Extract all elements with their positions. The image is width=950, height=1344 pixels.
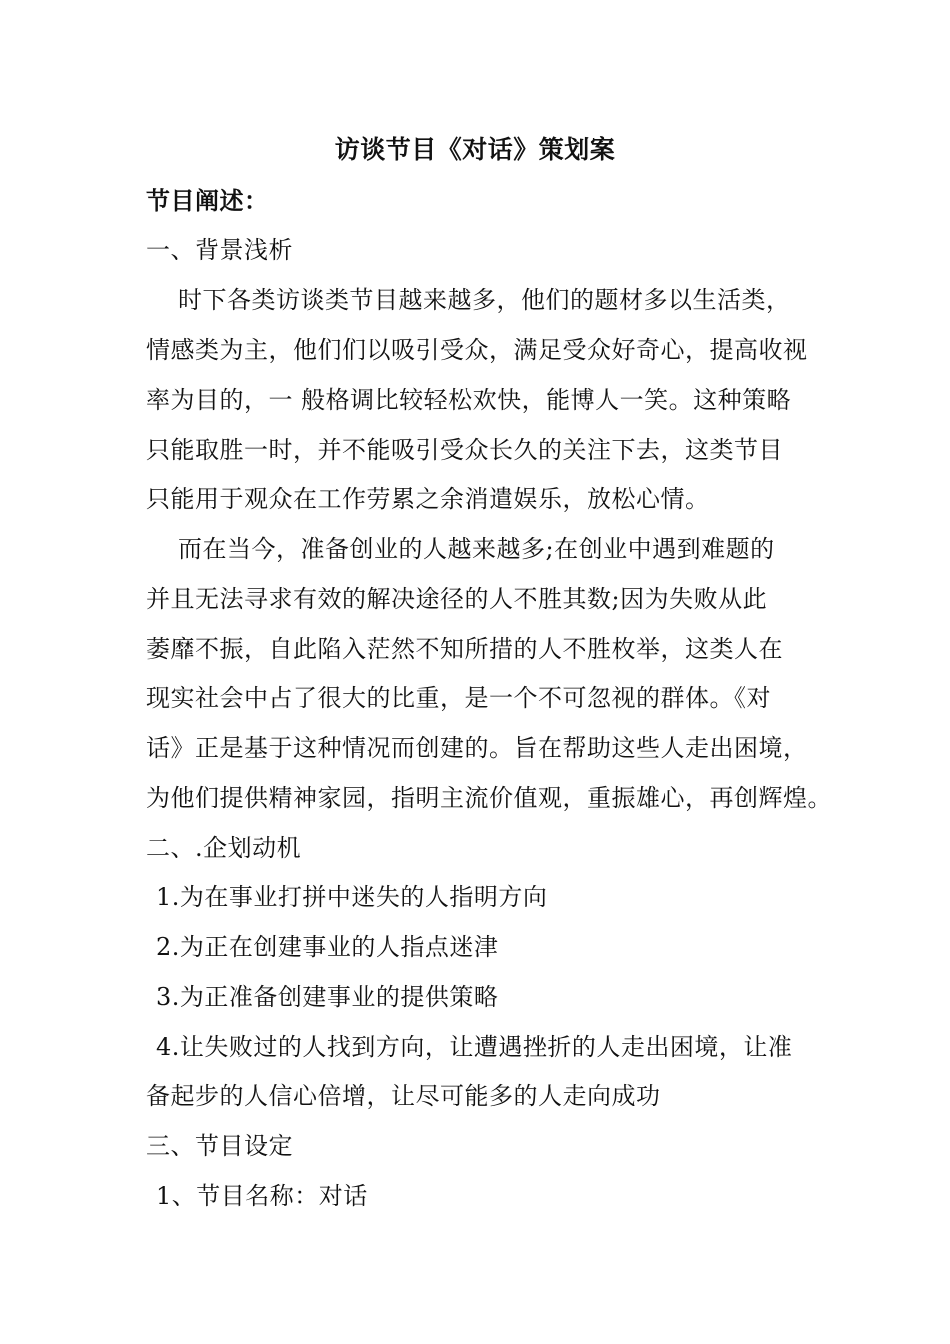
list-item-continuation: 备起步的人信心倍增，让尽可能多的人走向成功 bbox=[146, 1082, 661, 1110]
paragraph1-line-4: 只能取胜一时，并不能吸引受众长久的关注下去，这类节目 bbox=[146, 436, 783, 464]
paragraph2-line-6: 为他们提供精神家园，指明主流价值观，重振雄心，再创辉煌。 bbox=[146, 784, 832, 812]
list-item: 3.为正准备创建事业的提供策略 bbox=[156, 983, 499, 1011]
part1-heading: 一、背景浅析 bbox=[146, 236, 293, 264]
paragraph1-line-3: 率为目的，一 般格调比较轻松欢快，能博人一笑。这种策略 bbox=[146, 386, 792, 414]
list-item: 1.为在事业打拼中迷失的人指明方向 bbox=[156, 883, 548, 911]
paragraph2-line-4: 现实社会中占了很大的比重，是一个不可忽视的群体。《对 bbox=[146, 684, 771, 712]
document-title: 访谈节目《对话》策划案 bbox=[334, 135, 616, 164]
paragraph1-line-5: 只能用于观众在工作劳累之余消遣娱乐，放松心情。 bbox=[146, 485, 710, 513]
paragraph2-line-3: 萎靡不振，自此陷入茫然不知所措的人不胜枚举，这类人在 bbox=[146, 635, 783, 663]
setting-item: 1、节目名称：对话 bbox=[156, 1182, 368, 1210]
list-item: 4.让失败过的人找到方向，让遭遇挫折的人走出困境，让准 bbox=[156, 1033, 793, 1061]
paragraph1-line-2: 情感类为主，他们们以吸引受众，满足受众好奇心，提高收视 bbox=[146, 336, 808, 364]
paragraph2-line-2: 并且无法寻求有效的解决途径的人不胜其数;因为失败从此 bbox=[146, 585, 768, 613]
part2-heading: 二、.企划动机 bbox=[146, 834, 302, 862]
paragraph1-line-1: 时下各类访谈类节目越来越多，他们的题材多以生活类， bbox=[178, 286, 791, 314]
list-item: 2.为正在创建事业的人指点迷津 bbox=[156, 933, 499, 961]
paragraph2-line-5: 话》正是基于这种情况而创建的。旨在帮助这些人走出困境， bbox=[146, 734, 808, 762]
section-heading: 节目阐述： bbox=[146, 186, 269, 215]
paragraph2-line-1: 而在当今，准备创业的人越来越多;在创业中遇到难题的 bbox=[178, 535, 775, 563]
part3-heading: 三、节目设定 bbox=[146, 1132, 293, 1160]
